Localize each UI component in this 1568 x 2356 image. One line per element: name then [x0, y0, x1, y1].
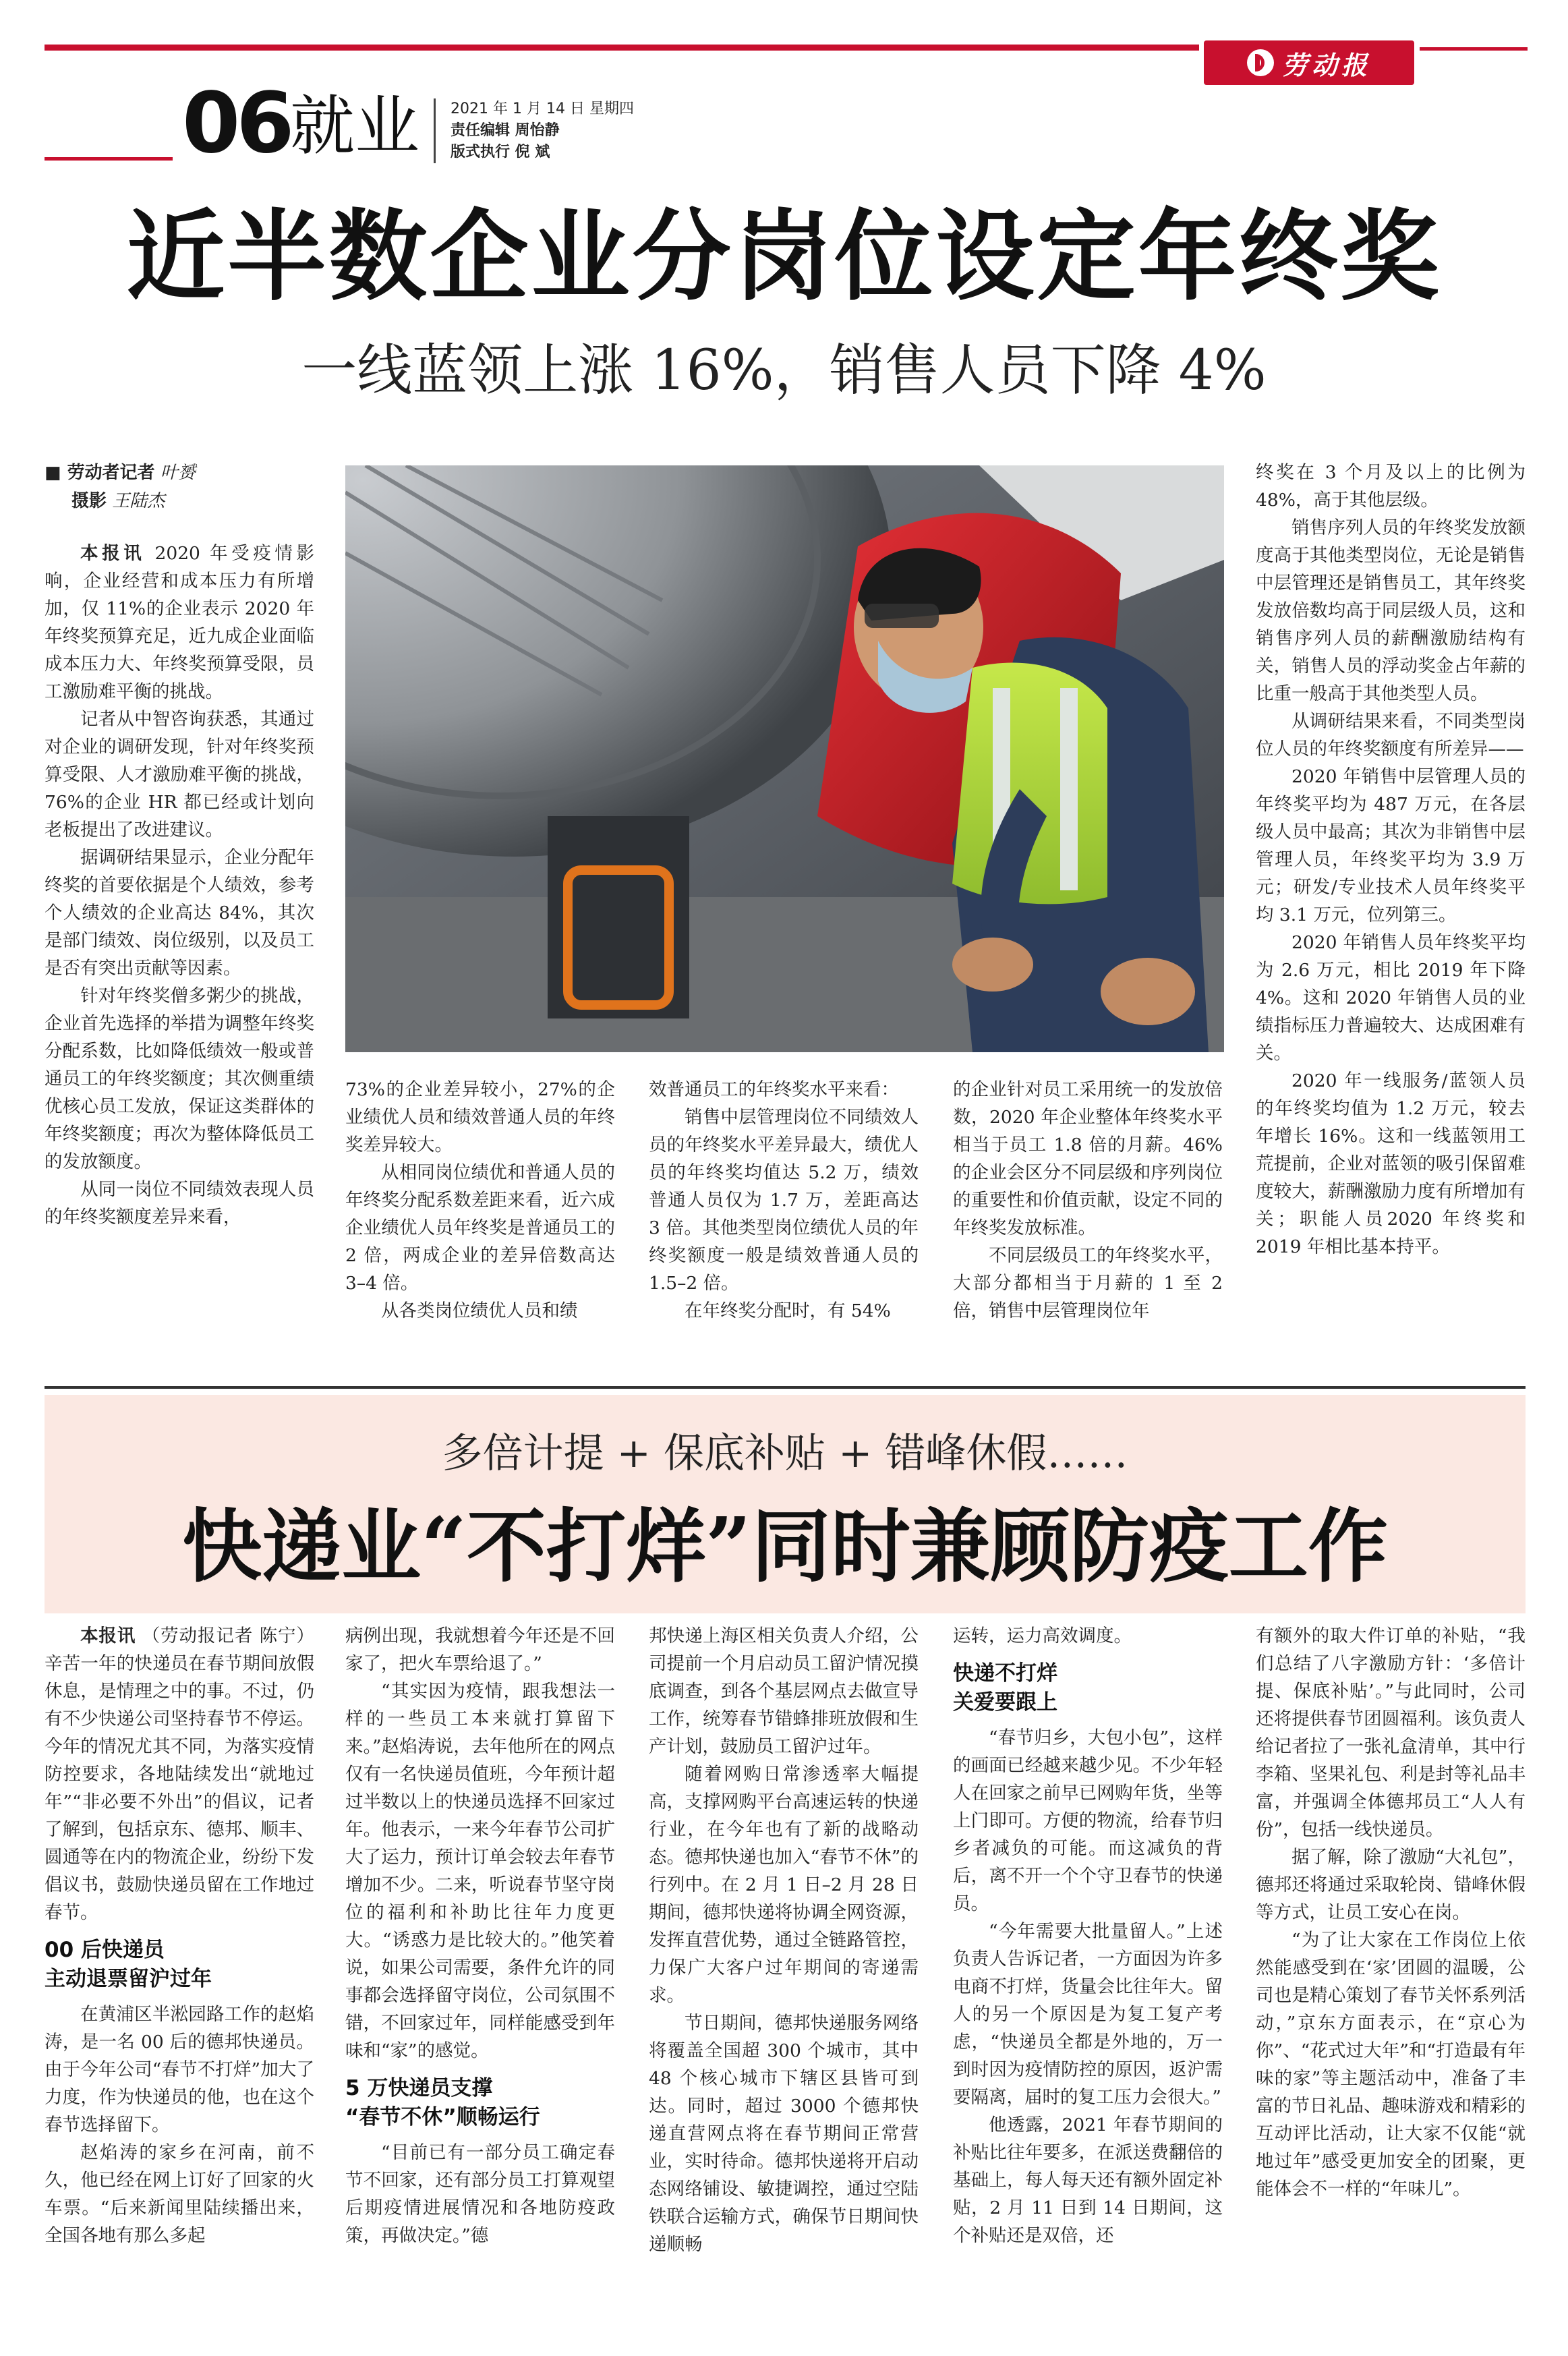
paragraph: 据调研结果显示，企业分配年终奖的首要依据是个人绩效，参考个人绩效的企业高达 84%，其次是部门绩效、岗位级别，以及员工是否有突出贡献等因素。	[45, 847, 314, 979]
paragraph: 有额外的取大件订单的补贴，“我们总结了八字激励方针：‘多倍计提、保底补贴’。”与此同时，公司还将提供春节团圆福利。该负责人给记者拉了一张礼盒清单，其中行李箱、坚果礼包、利是封等礼品丰富，并强调全体德邦员工“人人有份”，包括一线快递员。	[1256, 1626, 1526, 1840]
paragraph: 赵焰涛的家乡在河南，前不久，他已经在网上订好了回家的火车票。“后来新闻里陆续播出来，全国各地有那么多起	[45, 2142, 314, 2246]
story1-column-3	[649, 1076, 919, 1325]
story1-column-5	[1256, 459, 1526, 1261]
paragraph: 病例出现，我就想着今年还是不回家了，把火车票给退了。”	[345, 1626, 615, 1674]
brand-name: 劳动报	[1281, 49, 1371, 80]
byline-reporter-label: ■ 劳动者记者	[45, 463, 155, 483]
story2-headline: 快递业“不打烊”同时兼顾防疫工作	[182, 1499, 1388, 1593]
story1-headline: 近半数企业分岗位设定年终奖	[126, 199, 1442, 314]
masthead-divider	[434, 98, 436, 163]
story1-byline	[45, 459, 328, 515]
story1-subheadline: 一线蓝领上涨 16%，销售人员下降 4%	[301, 339, 1267, 403]
paragraph: “其实因为疫情，跟我想法一样的一些员工本来就打算留下来。”赵焰涛说，去年他所在的网点仅有一名快递员值班，今年预计超过半数以上的快递员选择不回家过年。他表示，一来今年春节公司扩大了运力，预计订单会较去年春节增加不少。二来，听说春节坚守岗位的福利和补助比往年力度更大。“诱惑力是比较大的。”他笑着说，如果公司需要，条件允许的同事都会选择留守岗位，公司氛围不错，不回家过年，同样能感受到年味和“家”的感觉。	[345, 1681, 615, 2061]
story1-column-1	[45, 540, 314, 1231]
paragraph: “目前已有一部分员工确定春节不回家，还有部分员工打算观望后期疫情进展情况和各地防疫政策，再做决定。”德	[345, 2142, 615, 2246]
story2-column-2	[345, 1622, 615, 2249]
paragraph: 的企业针对员工采用统一的发放倍数，2020 年企业整体年终奖水平相当于员工 1.8 倍的月薪。46%的企业会区分不同层级和序列岗位的重要性和价值贡献，设定不同的年终奖发放标准。	[953, 1079, 1223, 1238]
paragraph: “为了让大家在工作岗位上依然能感受到在‘家’团圆的温暖，公司也是精心策划了春节关怀系列活动，”京东方面表示，在“京心为你”、“花式过大年”和“打造最有年味的家”等主题活动中，准备了丰富的节日礼品、趣味游戏和精彩的互动评比活动，让大家不仅能“就地过年”感受更加安全的团聚，更能体会不一样的“年味儿”。	[1256, 1930, 1526, 2200]
story2-column-4	[953, 1622, 1223, 2249]
story1-lead-label: 本报讯	[80, 543, 146, 564]
top-right-rule	[1420, 47, 1528, 51]
paragraph: 从同一岗位不同绩效表现人员的年终奖额度差异来看，	[45, 1179, 314, 1228]
subhead-50k-couriers: 5 万快递员支撑 “春节不休”顺畅运行	[345, 2076, 540, 2129]
paragraph: 随着网购日常渗透率大幅提高，支撑网购平台高速运转的快递行业，在今年也有了新的战略动态。德邦快递也加入“春节不休”的行列中。在 2 月 1 日–2 月 28 日期间，德邦快递将协调全网资源，发挥直营优势，通过全链路管控，力保广大客户过年期间的寄递需求。	[649, 1764, 919, 2006]
story2-kicker: 多倍计提 + 保底补贴 + 错峰休假……	[442, 1430, 1128, 1477]
story1-column-4	[953, 1076, 1223, 1325]
paragraph: “春节归乡，大包小包”，这样的画面已经越来越少见。不少年轻人在回家之前早已网购年货，坐等上门即可。方便的物流，给春节归乡者减负的可能。而这减负的背后，离不开一个个守卫春节的快递员。	[953, 1727, 1223, 1914]
paragraph: 2020 年销售中层管理人员的年终奖平均为 487 万元，在各层级人员中最高；其次为非销售中层管理人员，年终奖平均为 3.9 万元；研发/专业技术人员年终奖平均 3.1 万元，位列第三。	[1256, 766, 1526, 925]
paragraph: 从相同岗位绩优和普通人员的年终奖分配系数差距来看，近六成企业绩优人员年终奖是普通员工的 2 倍，两成企业的差异倍数高达 3–4 倍。	[345, 1162, 615, 1294]
section-name: 就业	[290, 88, 419, 164]
subhead-post00-courier: 00 后快递员 主动退票留沪过年	[45, 1938, 212, 1991]
paragraph: 他透露，2021 年春节期间的补贴比往年要多，在派送费翻倍的基础上，每人每天还有额外固定补贴，2 月 11 日到 14 日期间，这个补贴还是双倍，还	[953, 2115, 1223, 2246]
paragraph: 终奖在 3 个月及以上的比例为 48%，高于其他层级。	[1256, 462, 1526, 511]
news-photo	[345, 465, 1224, 1052]
story2-lead-label: 本报讯	[80, 1626, 136, 1646]
brand-logo	[1204, 40, 1414, 85]
paragraph: 销售序列人员的年终奖发放额度高于其他类型岗位，无论是销售中层管理还是销售员工，其年终奖发放倍数均高于同层级人员，这和销售序列人员的薪酬激励结构有关，销售人员的浮动奖金占年薪的比重一般高于其他类型人员。	[1256, 517, 1526, 704]
paragraph: 记者从中智咨询获悉，其通过对企业的调研发现，针对年终奖预算受限、人才激励难平衡的挑战，76%的企业 HR 都已经或计划向老板提出了改进建议。	[45, 709, 314, 840]
story2-column-3	[649, 1622, 919, 2258]
paragraph: 不同层级员工的年终奖水平，大部分都相当于月薪的 1 至 2 倍，销售中层管理岗位年	[953, 1245, 1223, 1321]
paragraph: 效普通员工的年终奖水平来看：	[649, 1079, 899, 1100]
byline-photo-label: 摄影	[71, 491, 107, 511]
editor-credit: 责任编辑 周怡静	[451, 122, 560, 139]
story1-column-2	[345, 1076, 615, 1325]
masthead-left-rule	[45, 157, 173, 161]
paragraph: 从各类岗位绩优人员和绩	[381, 1300, 578, 1321]
issue-date: 2021 年 1 月 14 日 星期四	[451, 100, 634, 117]
paragraph: 从调研结果来看，不同类型岗位人员的年终奖额度有所差异——	[1256, 711, 1526, 759]
paragraph: 2020 年销售人员年终奖平均为 2.6 万元，相比 2019 年下降 4%。这和 2020 年销售人员的业绩指标压力普遍较大、达成困难有关。	[1256, 932, 1526, 1064]
paragraph: 运转，运力高效调度。	[953, 1626, 1132, 1646]
page-number: 06	[182, 75, 291, 172]
subhead-care: 快递不打烊 关爱要跟上	[953, 1661, 1057, 1715]
story2-column-5	[1256, 1622, 1526, 2203]
paragraph: 在年终奖分配时，有 54%	[685, 1300, 891, 1321]
paragraph: 2020 年受疫情影响，企业经营和成本压力有所增加，仅 11%的企业表示 2020 年年终奖预算充足，近九成企业面临成本压力大、年终奖预算受限，员工激励难平衡的挑战。	[45, 543, 314, 702]
paragraph: 据了解，除了激励“大礼包”，德邦还将通过采取轮岗、错峰休假等方式，让员工安心在岗。	[1256, 1847, 1526, 1923]
story2-column-1	[45, 1622, 314, 2249]
paragraph: 73%的企业差异较小，27%的企业绩优人员和绩效普通人员的年终奖差异较大。	[345, 1079, 615, 1155]
paragraph: 在黄浦区半淞园路工作的赵焰涛，是一名 00 后的德邦快递员。由于今年公司“春节不打烊”加大了力度，作为快递员的他，也在这个春节选择留下。	[45, 2004, 314, 2135]
paragraph: 销售中层管理岗位不同绩效人员的年终奖水平差异最大，绩优人员的年终奖均值达 5.2 万，绩效普通人员仅为 1.7 万，差距高达 3 倍。其他类型岗位绩优人员的年终奖额度一般是绩效普通人员的 1.5–2 倍。	[649, 1107, 919, 1294]
paragraph: 邦快递上海区相关负责人介绍，公司提前一个月启动员工留沪情况摸底调查，到各个基层网点去做宣导工作，统筹春节错蜂排班放假和生产计划，鼓励员工留沪过年。	[649, 1626, 919, 1757]
worker-in-safety-vest-photo	[345, 465, 1224, 1052]
byline-photo-name: 王陆杰	[112, 491, 165, 511]
section-divider	[45, 1386, 1526, 1389]
paragraph: 针对年终奖僧多粥少的挑战，企业首先选择的举措为调整年终奖分配系数，比如降低绩效一般或普通员工的年终奖额度；其次侧重绩优核心员工发放，保证这类群体的年终奖额度；再次为整体降低员工的发放额度。	[45, 985, 314, 1172]
paragraph: “今年需要大批量留人。”上述负责人告诉记者，一方面因为许多电商不打烊，货量会比往年大。留人的另一个原因是为复工复产考虑，“快递员全都是外地的，万一到时因为疫情防控的原因，返沪需要隔离，届时的复工压力会很大。”	[953, 1921, 1223, 2108]
paragraph: （劳动报记者 陈宁）辛苦一年的快递员在春节期间放假休息，是情理之中的事。不过，仍有不少快递公司坚持春节不停运。今年的情况尤其不同，为落实疫情防控要求，各地陆续发出“就地过年”“非必要不外出”的倡议，记者了解到，包括京东、德邦、顺丰、圆通等在内的物流企业，纷纷下发倡议书，鼓励快递员留在工作地过春节。	[45, 1626, 314, 1923]
layout-credit: 版式执行 倪 斌	[451, 144, 550, 161]
paragraph: 2020 年一线服务/蓝领人员的年终奖均值为 1.2 万元，较去年增长 16%。这和一线蓝领用工荒提前，企业对蓝领的吸引保留难度较大，薪酬激励力度有所增加有关；职能人员2020 年终奖和 2019 年相比基本持平。	[1256, 1070, 1526, 1257]
brand-mark-icon	[1247, 49, 1274, 76]
top-red-rule	[45, 45, 1199, 51]
byline-reporter-name: 叶赟	[160, 463, 196, 483]
masthead-info	[451, 98, 634, 163]
paragraph: 节日期间，德邦快递服务网络将覆盖全国超 300 个城市，其中 48 个核心城市下辖区县皆可到达。同时，超过 3000 个德邦快递直营网点将在春节期间正常营业，实时待命。德邦快递将开启动态网络铺设、敏捷调控，通过空陆铁联合运输方式，确保节日期间快递顺畅	[649, 2013, 919, 2255]
